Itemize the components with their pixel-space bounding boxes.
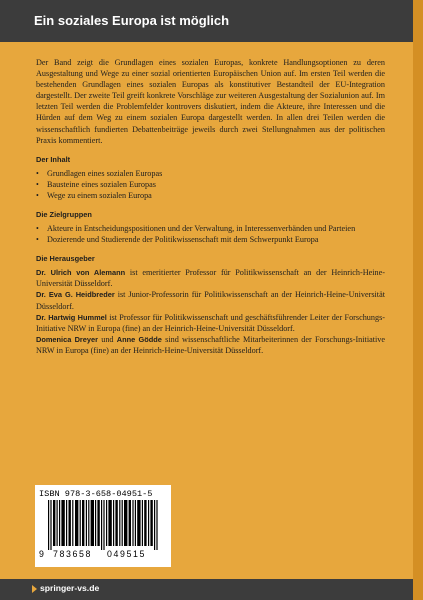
editor-name: Dr. Eva G. Heidbreder	[36, 290, 115, 300]
editor-name: Dr. Ulrich von Alemann	[36, 268, 126, 278]
barcode-digits-left: 783658	[53, 549, 92, 559]
cover-edge-strip	[413, 0, 423, 600]
barcode-bars	[42, 500, 166, 550]
editor-bio: ist Professor für Politikwissenschaft und geschäftsführender Leiter der Forschungs-Initiative NRW in Europa (fine) an der Heinrich-Heine-Universität Düsseldorf.	[36, 312, 386, 333]
editor-bio: sind wissenschaftliche Mitarbeiterinnen der Forschungs-Initiative NRW in Europa (fine) an der Heinrich-Heine-Universität Düsseldorf.	[36, 334, 386, 355]
inhalt-list	[36, 168, 385, 201]
editor-conjunction: und	[98, 334, 117, 344]
editor-name: Anne Gödde	[116, 334, 162, 344]
inhalt-heading: Der Inhalt	[36, 154, 71, 164]
blurb-paragraph: Der Band zeigt die Grundlagen eines sozialen Europas, konkrete Handlungsoptionen zu deren Ausgestaltung und Wege zu einer sozial orientierten Europäischen Union auf. Im ersten Teil werden die bestehenden Grundlagen eines sozialen Europas als konstitutiver Bestandteil der EU-Integration dargestellt. Der zweite Teil greift konkrete Vorschläge zur weiteren Ausgestaltung der Sozialunion auf. Im letzten Teil werden die Problemfelder kontrovers diskutiert, indem die Akteure, ihre Interessen und die Hürden auf dem Weg zu einem sozialen Europa dargestellt werden. In allen drei Teilen werden die wissenschaftlich fundierten Debattenbeiträge jeweils durch zwei Stellungnahmen aus der politischen Praxis kommentiert.	[36, 58, 385, 145]
zielgruppen-heading: Die Zielgruppen	[36, 210, 92, 220]
editor-entry	[36, 267, 385, 289]
editor-entry	[36, 312, 385, 334]
editor-entry	[36, 289, 385, 311]
list-item: • Grundlagen eines sozialen Europas	[36, 168, 385, 179]
cover-headline: Ein soziales Europa ist möglich	[0, 0, 413, 42]
herausgeber-heading: Die Herausgeber	[36, 254, 95, 264]
arrow-right-icon	[32, 585, 37, 593]
isbn-barcode	[35, 485, 171, 567]
list-item: • Akteure in Entscheidungspositionen und der Verwaltung, in Interessenverbänden und Parteien	[36, 223, 385, 234]
isbn-label: ISBN 978-3-658-04951-5	[39, 489, 153, 499]
barcode-digit-lead: 9	[39, 549, 44, 559]
publisher-url[interactable]: springer-vs.de	[40, 583, 100, 593]
editor-bio: ist Junior-Professorin für Politikwissenschaft an der Heinrich-Heine-Universität Düsseldorf.	[36, 290, 385, 311]
footer-bar	[0, 579, 413, 600]
editor-entry	[36, 334, 385, 356]
editor-name: Domenica Dreyer	[36, 334, 98, 344]
zielgruppen-list	[36, 223, 385, 245]
barcode-digits-right: 049515	[107, 549, 146, 559]
list-item: • Wege zu einem sozialen Europa	[36, 190, 385, 201]
editor-name: Dr. Hartwig Hummel	[36, 312, 107, 322]
cover-content	[36, 57, 385, 356]
editor-bio: ist emeritierter Professor für Politikwissenschaft an der Heinrich-Heine-Universität Düsseldorf.	[36, 268, 385, 289]
list-item: • Bausteine eines sozialen Europas	[36, 179, 385, 190]
list-item: • Dozierende und Studierende der Politikwissenschaft mit dem Schwerpunkt Europa	[36, 234, 385, 245]
